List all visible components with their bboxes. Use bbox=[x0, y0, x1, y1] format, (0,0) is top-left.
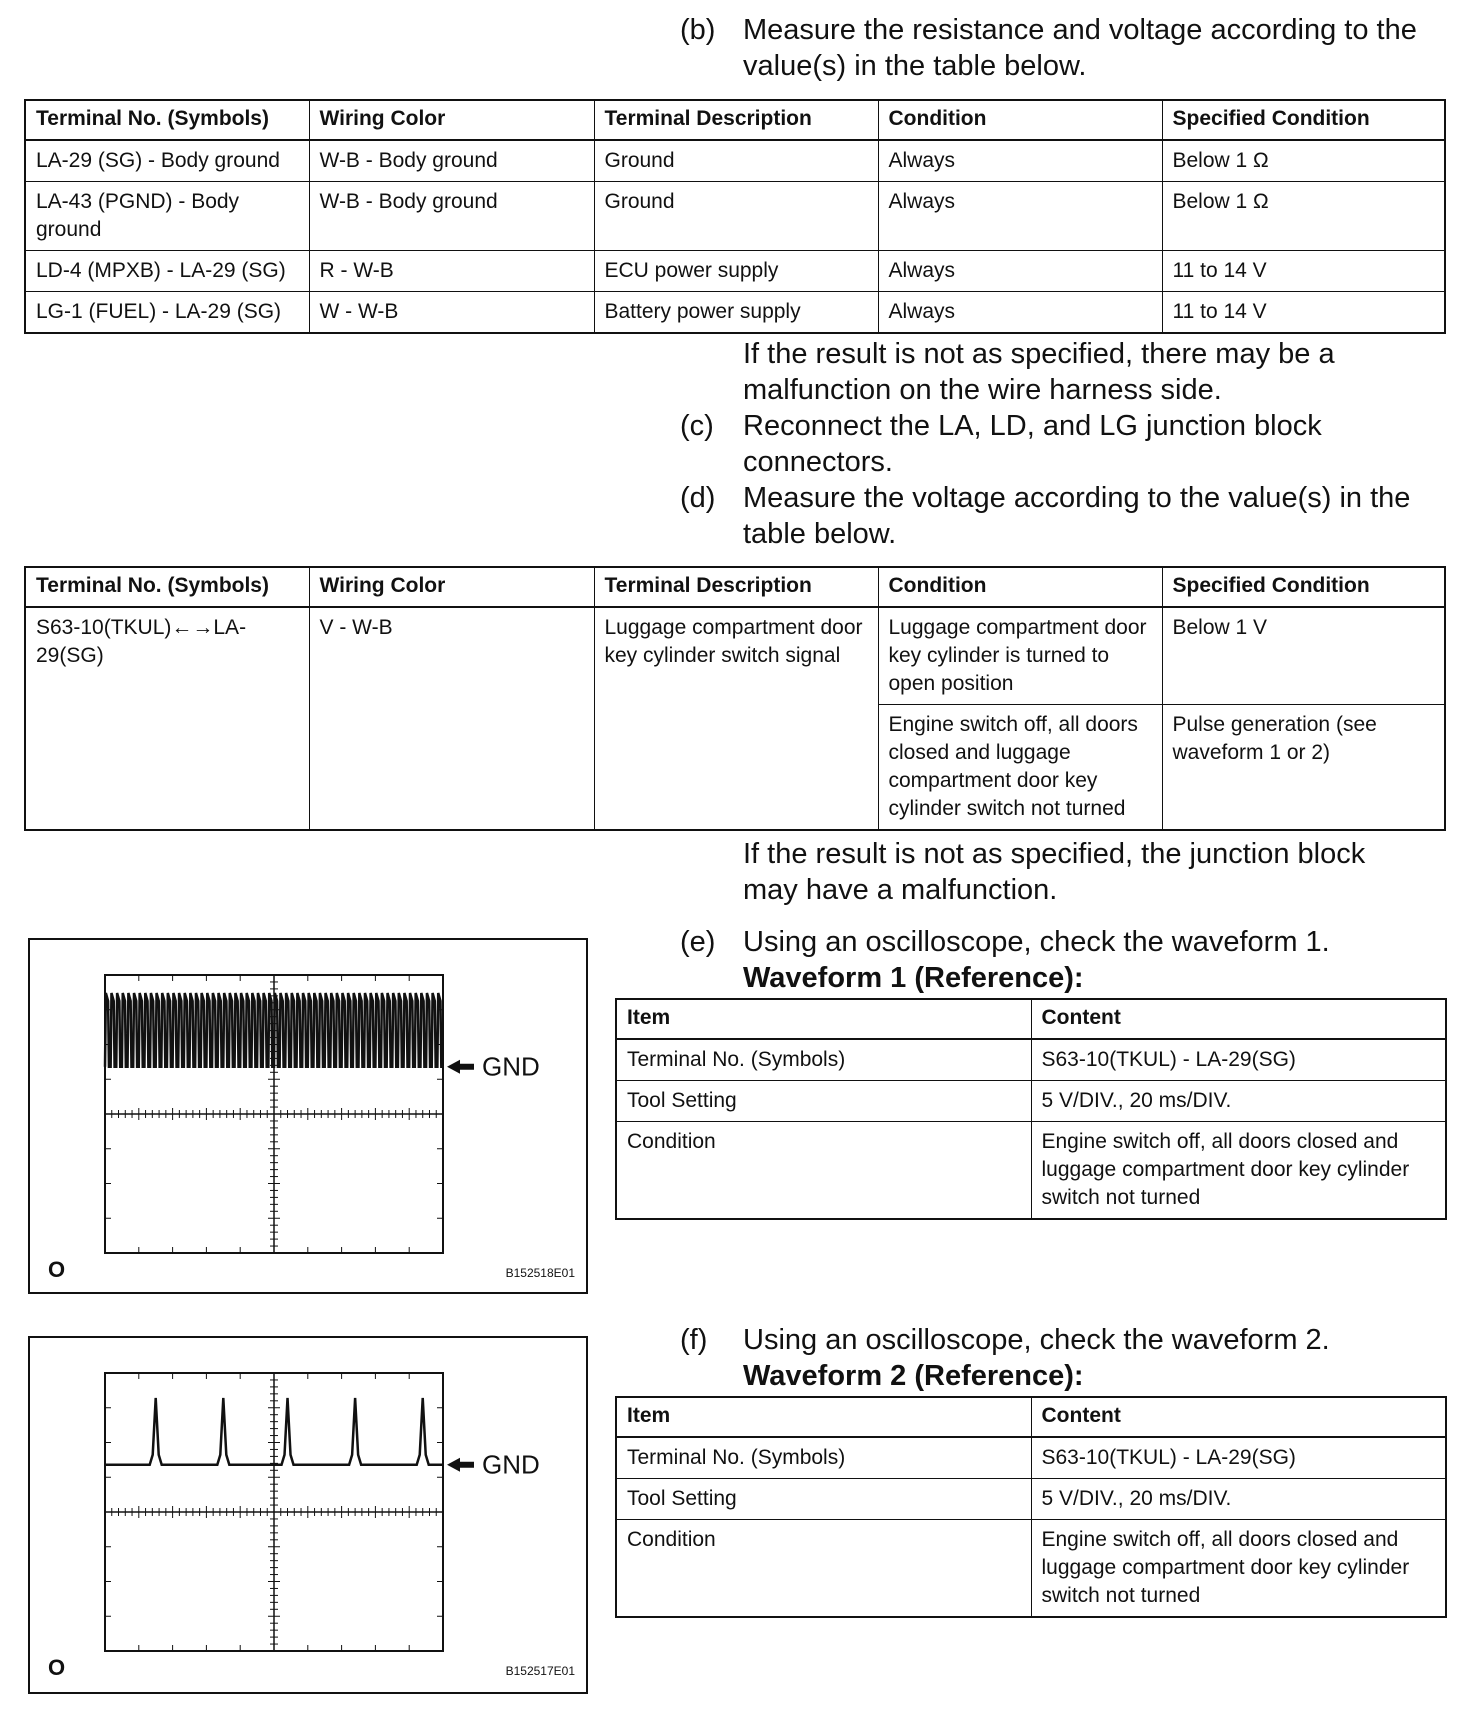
waveform-1-display bbox=[30, 940, 586, 1292]
table-cell: Ground bbox=[594, 182, 878, 251]
step-label: (f) bbox=[680, 1324, 708, 1356]
table-cell: Luggage compartment door key cylinder switch signal bbox=[594, 607, 878, 830]
table-cell: Tool Setting bbox=[616, 1479, 1031, 1520]
gnd-arrow-icon bbox=[447, 1458, 474, 1472]
table-cell: Ground bbox=[594, 140, 878, 182]
table-cell: Engine switch off, all doors closed and luggage compartment door key cylinder switch not turned bbox=[1031, 1122, 1446, 1220]
column-header: Wiring Color bbox=[309, 100, 594, 140]
table-row bbox=[25, 607, 1445, 705]
table-cell: Always bbox=[878, 292, 1162, 334]
waveform-1-table bbox=[615, 998, 1447, 1220]
table-cell: Below 1 V bbox=[1162, 607, 1445, 705]
column-header: Content bbox=[1031, 999, 1446, 1039]
table-cell: Below 1 Ω bbox=[1162, 182, 1445, 251]
figure-id: B152517E01 bbox=[505, 1664, 575, 1678]
table-cell: LA-43 (PGND) - Body ground bbox=[25, 182, 309, 251]
gnd-label: GND bbox=[482, 1449, 540, 1480]
origin-label: O bbox=[48, 1257, 66, 1282]
step-label: (b) bbox=[680, 14, 716, 46]
table-row bbox=[616, 1479, 1446, 1520]
table-row bbox=[25, 251, 1445, 292]
step-label: (c) bbox=[680, 410, 714, 442]
key-cylinder-switch-table bbox=[24, 566, 1446, 831]
gnd-label: GND bbox=[482, 1051, 540, 1082]
resistance-voltage-table bbox=[24, 99, 1446, 334]
step-text: Using an oscilloscope, check the waveform 2. bbox=[743, 1324, 1330, 1356]
table-cell: Engine switch off, all doors closed and luggage compartment door key cylinder switch not turned bbox=[878, 705, 1162, 831]
step-label: (e) bbox=[680, 926, 716, 958]
table-cell: Pulse generation (see waveform 1 or 2) bbox=[1162, 705, 1445, 831]
table-cell: 11 to 14 V bbox=[1162, 251, 1445, 292]
step-text: Measure the voltage according to the value(s) in the table below. bbox=[743, 482, 1411, 550]
step-label: (d) bbox=[680, 482, 716, 514]
table-row bbox=[25, 292, 1445, 334]
table-cell: Below 1 Ω bbox=[1162, 140, 1445, 182]
table-cell: Always bbox=[878, 182, 1162, 251]
table-header-row bbox=[616, 999, 1446, 1039]
waveform-heading: Waveform 1 (Reference): bbox=[743, 962, 1084, 994]
table-row bbox=[25, 182, 1445, 251]
table-cell: Terminal No. (Symbols) bbox=[616, 1437, 1031, 1479]
column-header: Condition bbox=[878, 100, 1162, 140]
table-cell: W-B - Body ground bbox=[309, 140, 594, 182]
table-header-row bbox=[25, 567, 1445, 607]
table-row bbox=[616, 1437, 1446, 1479]
table-header-row bbox=[616, 1397, 1446, 1437]
note-text: If the result is not as specified, the junction block may have a malfunction. bbox=[743, 838, 1366, 906]
column-header: Item bbox=[616, 999, 1031, 1039]
table-row bbox=[616, 1039, 1446, 1081]
step-body bbox=[743, 924, 1443, 996]
table-cell: ECU power supply bbox=[594, 251, 878, 292]
table-row bbox=[25, 140, 1445, 182]
table-cell: S63-10(TKUL)←→LA-29(SG) bbox=[25, 607, 309, 830]
note-text: If the result is not as specified, there may be a malfunction on the wire harness side. bbox=[743, 338, 1335, 406]
waveform-heading: Waveform 2 (Reference): bbox=[743, 1360, 1084, 1392]
step-text: Measure the resistance and voltage according to the value(s) in the table below. bbox=[743, 14, 1417, 82]
table-cell: 11 to 14 V bbox=[1162, 292, 1445, 334]
table-cell: Engine switch off, all doors closed and luggage compartment door key cylinder switch not turned bbox=[1031, 1520, 1446, 1618]
table-cell: S63-10(TKUL) - LA-29(SG) bbox=[1031, 1437, 1446, 1479]
column-header: Terminal Description bbox=[594, 567, 878, 607]
figure-id: B152518E01 bbox=[505, 1266, 575, 1280]
oscilloscope-figure-1 bbox=[28, 938, 588, 1294]
step-text: Using an oscilloscope, check the waveform 1. bbox=[743, 926, 1330, 958]
column-header: Terminal No. (Symbols) bbox=[25, 100, 309, 140]
table-cell: 5 V/DIV., 20 ms/DIV. bbox=[1031, 1081, 1446, 1122]
table-cell: 5 V/DIV., 20 ms/DIV. bbox=[1031, 1479, 1446, 1520]
table-cell: Tool Setting bbox=[616, 1081, 1031, 1122]
table-cell: V - W-B bbox=[309, 607, 594, 830]
table-cell: S63-10(TKUL) - LA-29(SG) bbox=[1031, 1039, 1446, 1081]
table-cell: Always bbox=[878, 251, 1162, 292]
table-cell: W-B - Body ground bbox=[309, 182, 594, 251]
table-row bbox=[616, 1081, 1446, 1122]
table-cell: Battery power supply bbox=[594, 292, 878, 334]
oscilloscope-figure-2 bbox=[28, 1336, 588, 1694]
table-header-row bbox=[25, 100, 1445, 140]
column-header: Content bbox=[1031, 1397, 1446, 1437]
gnd-arrow-icon bbox=[447, 1060, 474, 1074]
column-header: Item bbox=[616, 1397, 1031, 1437]
table-row bbox=[616, 1122, 1446, 1220]
table-cell: Terminal No. (Symbols) bbox=[616, 1039, 1031, 1081]
column-header: Wiring Color bbox=[309, 567, 594, 607]
table-cell: W - W-B bbox=[309, 292, 594, 334]
column-header: Terminal No. (Symbols) bbox=[25, 567, 309, 607]
step-body bbox=[743, 1322, 1443, 1394]
waveform-2-display bbox=[30, 1338, 586, 1692]
column-header: Terminal Description bbox=[594, 100, 878, 140]
table-cell: Condition bbox=[616, 1520, 1031, 1618]
column-header: Specified Condition bbox=[1162, 100, 1445, 140]
step-text: Reconnect the LA, LD, and LG junction block connectors. bbox=[743, 410, 1322, 478]
table-cell: LA-29 (SG) - Body ground bbox=[25, 140, 309, 182]
table-cell: R - W-B bbox=[309, 251, 594, 292]
table-cell: Luggage compartment door key cylinder is turned to open position bbox=[878, 607, 1162, 705]
table-cell: Always bbox=[878, 140, 1162, 182]
origin-label: O bbox=[48, 1655, 66, 1680]
waveform-trace bbox=[105, 993, 443, 1067]
table-cell: LG-1 (FUEL) - LA-29 (SG) bbox=[25, 292, 309, 334]
table-cell: Condition bbox=[616, 1122, 1031, 1220]
table-row bbox=[616, 1520, 1446, 1618]
column-header: Specified Condition bbox=[1162, 567, 1445, 607]
table-cell: LD-4 (MPXB) - LA-29 (SG) bbox=[25, 251, 309, 292]
column-header: Condition bbox=[878, 567, 1162, 607]
waveform-2-table bbox=[615, 1396, 1447, 1618]
